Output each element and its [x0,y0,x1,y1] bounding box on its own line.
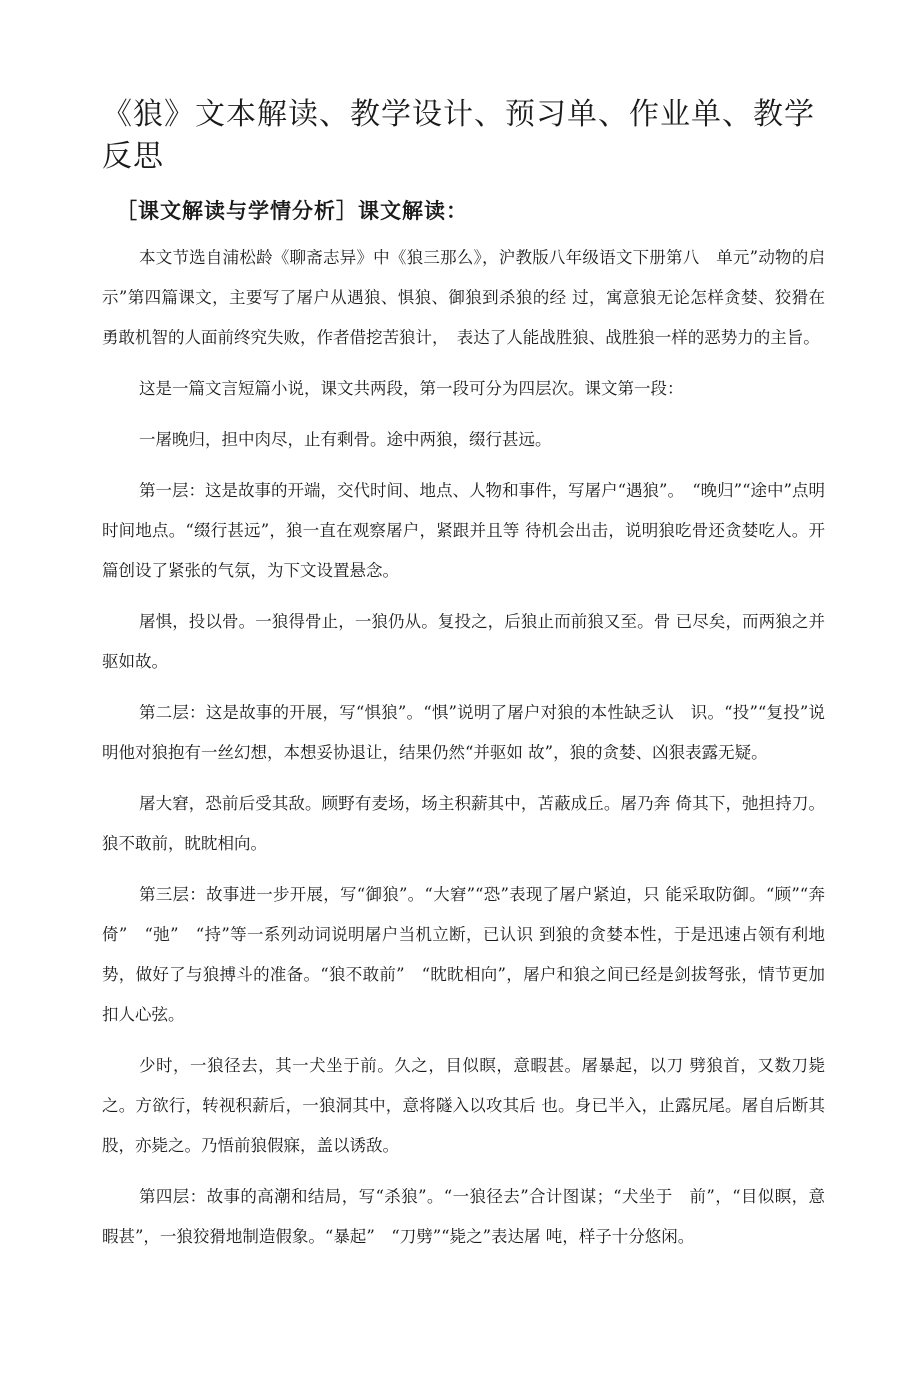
paragraph: 本文节选自浦松龄《聊斋志异》中《狼三那么》，沪教版八年级语文下册第八 单元”动物的启示”第四篇课文，主要写了屠户从遇狼、惧狼、御狼到杀狼的经 过，寓意狼无论怎样贪婪、狡猾在勇敢机智的人面前终究失败，作者借挖苦狼计， 表达了人能战胜狼、战胜狼一样的恶势力的主旨。 [102,248,825,347]
paragraph: 少时，一狼径去，其一犬坐于前。久之，目似瞑，意暇甚。屠暴起，以刀 劈狼首，又数刀毙之。方欲行，转视积薪后，一狼洞其中，意将隧入以攻其后 也。身已半入，止露尻尾。屠自后断其股，亦毙之。乃悟前狼假寐，盖以诱敌。 [102,1056,825,1155]
paragraph: 第二层：这是故事的开展，写“惧狼”。“惧”说明了屠户对狼的本性缺乏认 识。“投”“复投”说明他对狼抱有一丝幻想，本想妥协退让，结果仍然“并驱如 故”，狼的贪婪、凶狠表露无疑。 [102,703,825,762]
paragraph: 第四层：故事的高潮和结局，写“杀狼”。“一狼径去”合计图谋；“犬坐于 前”，“目似瞑，意暇甚”，一狼狡猾地制造假象。“暴起” “刀劈”“毙之”表达屠 吨，样子十分悠闲。 [102,1187,825,1246]
section-heading: ［课文解读与学情分析］课文解读： [116,198,468,223]
document-title: 《狼》文本解读、教学设计、预习单、作业单、教学反思 [102,97,815,174]
paragraph: 第一层：这是故事的开端，交代时间、地点、人物和事件，写屠户“遇狼”。 “晚归”“途中”点明时间地点。“缀行甚远”，狼一直在观察屠户，紧跟并且等 待机会出击，说明狼吃骨还贪婪吃人。开篇创设了紧张的气氛，为下文设置悬念。 [102,481,825,580]
paragraph: 一屠晚归，担中肉尽，止有剩骨。途中两狼，缀行甚远。 [139,430,552,449]
paragraph: 屠惧，投以骨。一狼得骨止，一狼仍从。复投之，后狼止而前狼又至。骨 已尽矣，而两狼之并驱如故。 [102,612,825,671]
paragraph: 第三层：故事进一步开展，写“御狼”。“大窘”“恐”表现了屠户紧迫，只 能采取防御。“顾”“奔倚” “弛” “持”等一系列动词说明屠户当机立断，已认识 到狼的贪婪本性，于是迅速占领有利地势，做好了与狼搏斗的准备。“狼不敢前” “眈眈相向”，屠户和狼之间已经是剑拔弩张，情节更加扣人心弦。 [102,885,825,1024]
body-text [102,238,825,1268]
paragraph: 屠大窘，恐前后受其敌。顾野有麦场，场主积薪其中，苫蔽成丘。屠乃奔 倚其下，弛担持刀。狼不敢前，眈眈相向。 [102,794,825,853]
paragraph: 这是一篇文言短篇小说，课文共两段，第一段可分为四层次。课文第一段： [139,379,684,398]
